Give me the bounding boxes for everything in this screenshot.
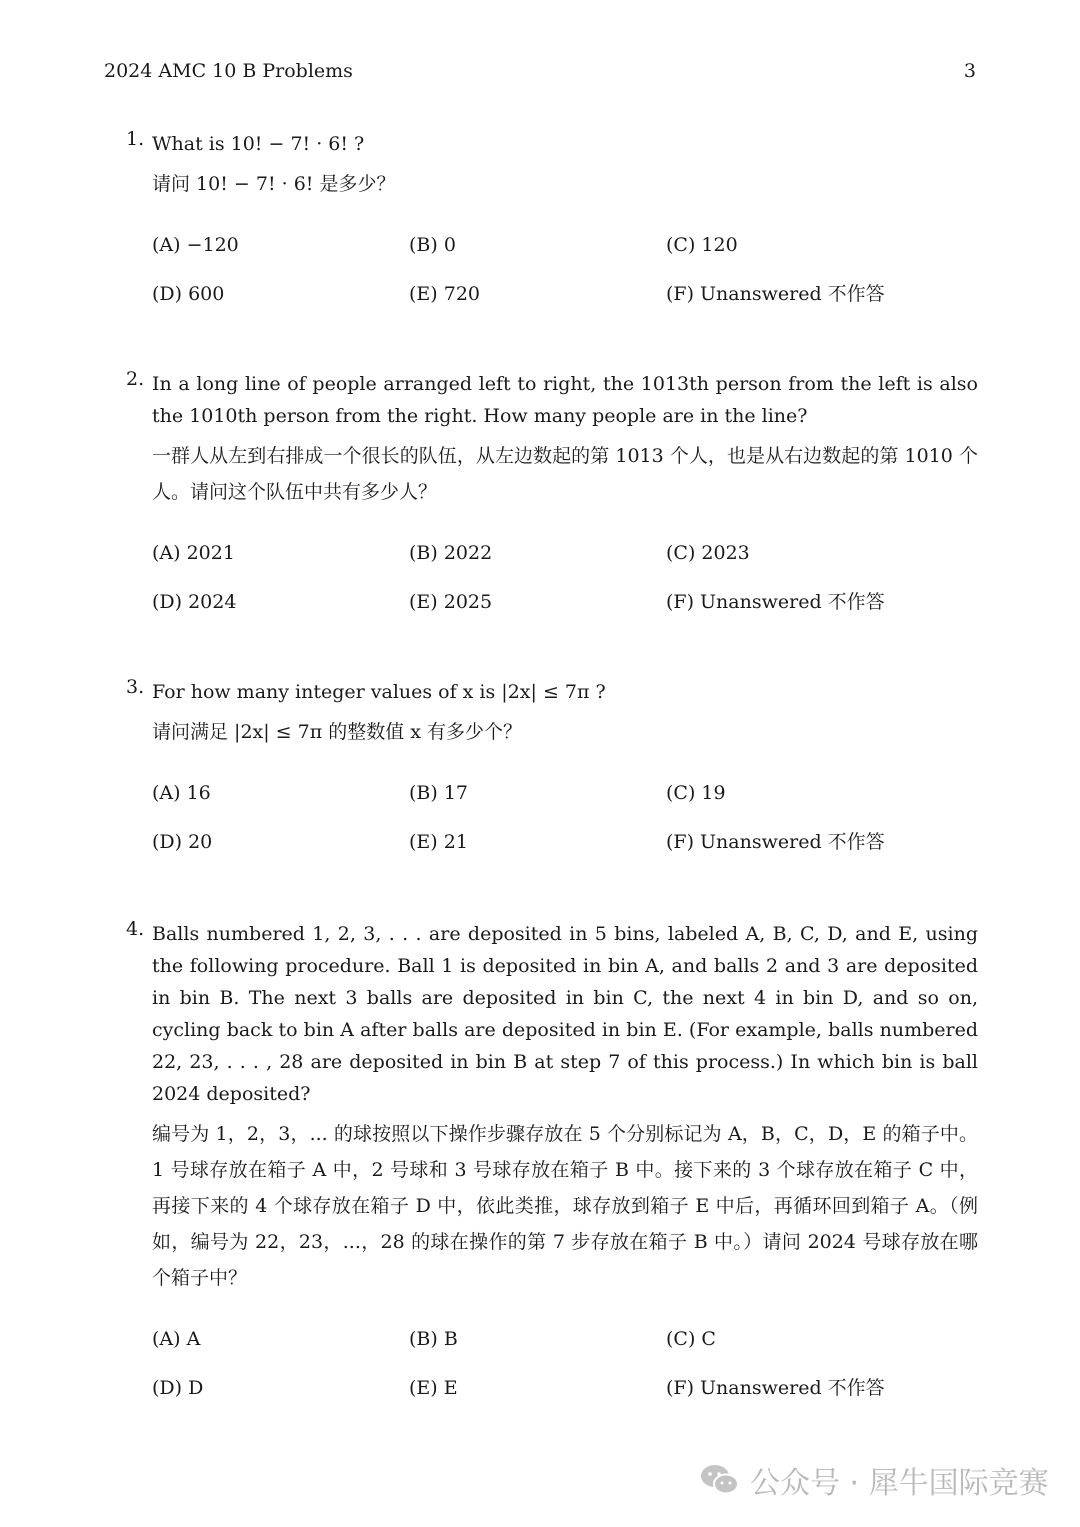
choice-e[interactable]: (E) 720 xyxy=(409,283,480,305)
choice-d[interactable]: (D) 2024 xyxy=(152,591,237,613)
choice-e[interactable]: (E) E xyxy=(409,1377,458,1399)
choice-a[interactable]: (A) −120 xyxy=(152,234,239,256)
choice-a[interactable]: (A) 16 xyxy=(152,782,211,804)
problem-number: 4. xyxy=(126,918,145,940)
problem-number: 2. xyxy=(126,368,145,390)
problem-text-zh: 请问满足 |2x| ≤ 7π 的整数值 x 有多少个？ xyxy=(152,721,523,743)
problem-number: 1. xyxy=(126,128,145,150)
answer-choices xyxy=(152,1324,978,1422)
answer-choices xyxy=(152,230,978,328)
choice-d[interactable]: (D) 20 xyxy=(152,831,213,853)
choice-c[interactable]: (C) 2023 xyxy=(666,542,750,564)
watermark xyxy=(700,1458,1049,1502)
wechat-icon xyxy=(700,1463,740,1497)
problem-1 xyxy=(104,128,978,328)
problem-3 xyxy=(104,676,978,876)
choice-b[interactable]: (B) B xyxy=(409,1328,458,1350)
page-number: 3 xyxy=(963,60,976,82)
choice-b[interactable]: (B) 2022 xyxy=(409,542,493,564)
problem-text-en: In a long line of people arranged left to right, the 1013th person from the left is also the 1010th person from the right. How many people are in the line? xyxy=(152,373,978,427)
choice-f[interactable]: (F) Unanswered 不作答 xyxy=(666,831,885,853)
answer-choices xyxy=(152,538,978,636)
choice-d[interactable]: (D) 600 xyxy=(152,283,225,305)
choice-f[interactable]: (F) Unanswered 不作答 xyxy=(666,283,885,305)
problem-text-zh: 一群人从左到右排成一个很长的队伍，从左边数起的第 1013 个人，也是从右边数起的第 1010 个人。请问这个队伍中共有多少人？ xyxy=(152,445,978,503)
problem-text-en: What is 10! − 7! · 6! ? xyxy=(152,133,365,155)
problem-text-en: For how many integer values of x is |2x| ≤ 7π ? xyxy=(152,681,606,703)
page-header xyxy=(104,60,976,88)
document-title: 2024 AMC 10 B Problems xyxy=(104,60,353,82)
problem-number: 3. xyxy=(126,676,145,698)
problem-text-zh: 请问 10! − 7! · 6! 是多少？ xyxy=(152,173,396,195)
choice-a[interactable]: (A) 2021 xyxy=(152,542,235,564)
choice-b[interactable]: (B) 17 xyxy=(409,782,469,804)
choice-e[interactable]: (E) 21 xyxy=(409,831,468,853)
problem-4 xyxy=(104,918,978,1422)
choice-a[interactable]: (A) A xyxy=(152,1328,201,1350)
choice-e[interactable]: (E) 2025 xyxy=(409,591,493,613)
problem-text-en: Balls numbered 1, 2, 3, . . . are deposited in 5 bins, labeled A, B, C, D, and E, using the following procedure. Ball 1 is deposited in bin A, and balls 2 and 3 are deposited in bin B. The next 3 balls are deposited in bin C, the next 4 in bin D, and so on, cycling back to bin A after balls are deposited in bin E. (For example, balls numbered 22, 23, . . . , 28 are deposited in bin B at step 7 of this process.) In which bin is ball 2024 deposited? xyxy=(152,923,978,1105)
answer-choices xyxy=(152,778,978,876)
choice-f[interactable]: (F) Unanswered 不作答 xyxy=(666,1377,885,1399)
choice-d[interactable]: (D) D xyxy=(152,1377,204,1399)
choice-c[interactable]: (C) C xyxy=(666,1328,716,1350)
choice-c[interactable]: (C) 120 xyxy=(666,234,738,256)
choice-c[interactable]: (C) 19 xyxy=(666,782,726,804)
choice-b[interactable]: (B) 0 xyxy=(409,234,456,256)
choice-f[interactable]: (F) Unanswered 不作答 xyxy=(666,591,885,613)
watermark-text: 公众号 · 犀牛国际竞赛 xyxy=(750,1466,1049,1501)
problem-text-zh: 编号为 1，2，3，... 的球按照以下操作步骤存放在 5 个分别标记为 A，B，C，D，E 的箱子中。1 号球存放在箱子 A 中，2 号球和 3 号球存放在箱子 B 中。接下来的 3 个球存放在箱子 C 中，再接下来的 4 个球存放在箱子 D 中，依此类推，球存放到箱子 E 中后，再循环回到箱子 A。（例如，编号为 22，23，...，28 的球在操作的第 7 步存放在箱子 B 中。）请问 2024 号球存放在哪个箱子中？ xyxy=(152,1123,978,1289)
problem-2 xyxy=(104,368,978,636)
